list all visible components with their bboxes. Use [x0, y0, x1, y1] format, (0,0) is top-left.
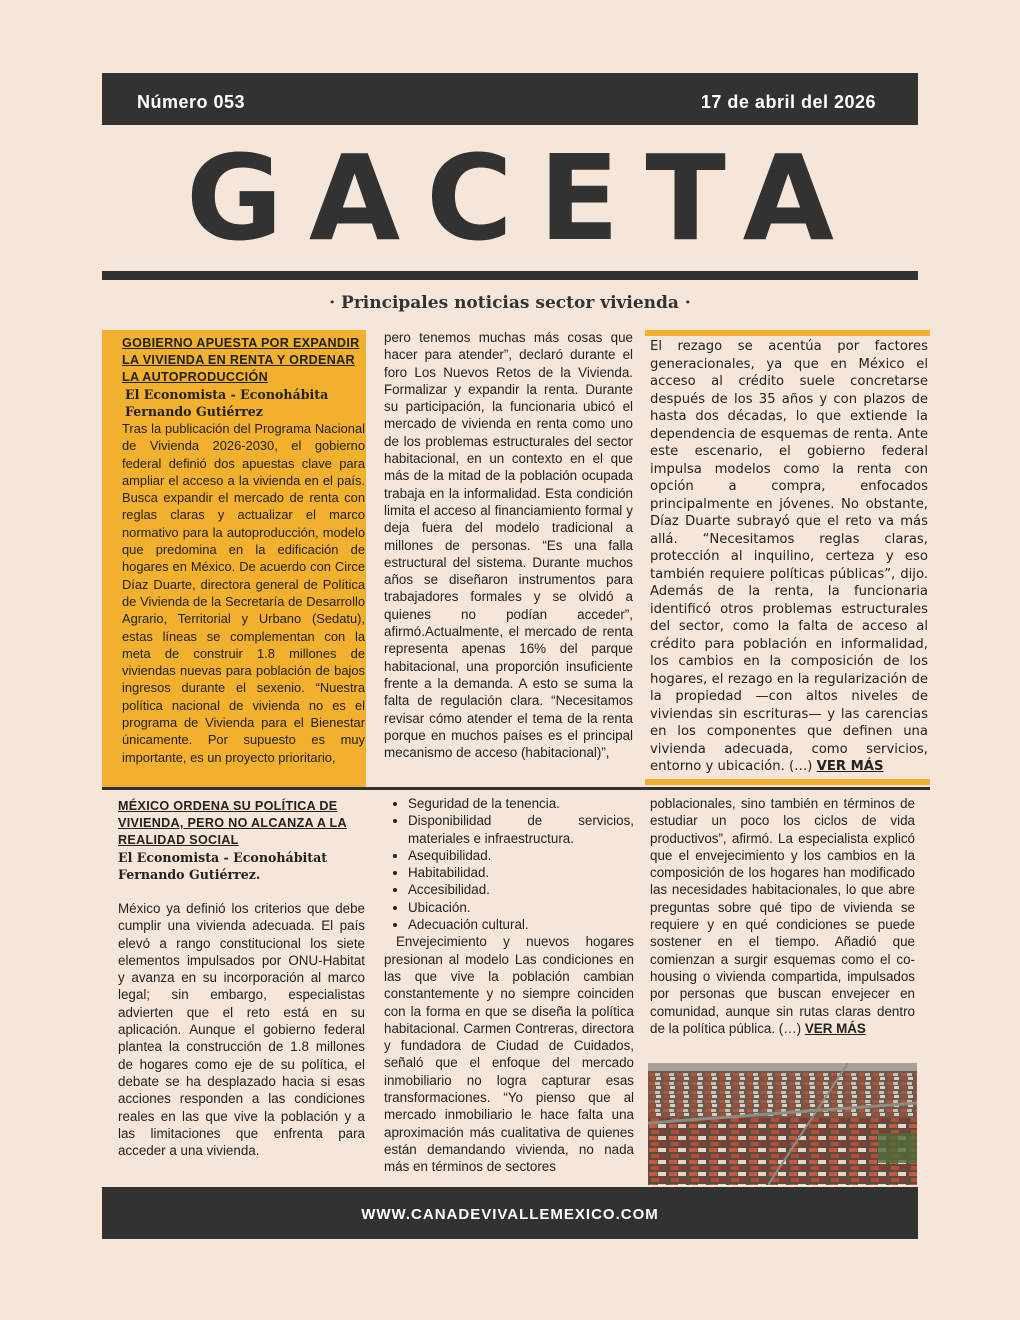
article2-body-col1: México ya definió los criterios que debe cumplir una vivienda adecuada. El país elevó a rango constitucional los siete elementos impulsados por ONU-Habitat y avanza en su incorporación al marco legal; sin embargo, especialistas advierten que el reto está en su aplicación. Aunque el gobierno federal plantea la construcción de 1.8 millones de hogares como eje de su política, el debate se ha desplazado hacia si esas acciones responden a las condiciones reales en las que vive la población y a las limitaciones que enfrenta para acceder a una vivienda.: [118, 901, 365, 1159]
article2-col1: [118, 798, 365, 1159]
article1-col3: [650, 338, 928, 776]
adequate-housing-criteria-list: [384, 795, 634, 933]
article2-headline[interactable]: MÉXICO ORDENA SU POLÍTICA DE VIVIENDA, PERO NO ALCANZA A LA REALIDAD SOCIAL: [118, 799, 347, 847]
article1-read-more-link[interactable]: VER MÁS: [816, 759, 884, 774]
article1-body-col2: pero tenemos muchas más cosas que hacer para atender”, declaró durante el foro Los Nuevos Retos de la Vivienda. Formalizar y expandir la renta. Durante su participación, la funcionaria ubicó el mercado de vivienda en renta como uno de los problemas estructurales del sector habitacional, en un contexto en el que más de la mitad de la población ocupada trabaja en la informalidad. Esta condición limita el acceso al financiamiento formal y deja fuera del modelo tradicional a millones de personas. “Es una falla estructural del sistema. Durante muchos años se diseñaron instrumentos para trabajadores formales y se olvidó a quienes no podían acceder”, afirmó.Actualmente, el mercado de renta representa apenas 16% del parque habitacional, una proporción insuficiente frente a la demanda. A esto se suma la falta de regulación clara. “Necesitamos revisar cómo atender el tema de la renta porque en muchos países es el principal mecanismo de acceso (habitacional)”,: [384, 330, 633, 761]
article1-headline[interactable]: GOBIERNO APUESTA POR EXPANDIR LA VIVIENDA EN RENTA Y ORDENAR LA AUTOPRODUCCIÓN: [122, 336, 360, 384]
article1-col3-bottom-accent: [645, 779, 930, 785]
article2-body-col3: poblacionales, sino también en términos de estudiar un poco los ciclos de vida productivos”, afirmó. La especialista explicó que el envejecimiento y los cambios en la composición de los hogares han modificado las necesidades habitacionales, lo que abre preguntas sobre qué tipo de vivienda se requiere y en qué condiciones se puede sostener en el tiempo. Añadió que comienzan a surgir esquemas como el co-housing o vivienda compartida, impulsados por personas que buscan envejecer en comunidad, aunque sin rutas claras dentro de la política pública. (…): [650, 796, 915, 1036]
list-item: • Disponibilidad de servicios, materiales e infraestructura.: [408, 812, 634, 847]
list-item: • Ubicación.: [408, 899, 634, 916]
list-item: • Adecuación cultural.: [408, 916, 634, 933]
masthead-title: GACETA: [185, 129, 861, 267]
list-item: • Asequibilidad.: [408, 847, 634, 864]
section-subtitle: · Principales noticias sector vivienda ·: [329, 293, 691, 313]
footer-bar: [102, 1187, 918, 1239]
header-bar: [102, 73, 918, 125]
article2-col2: [384, 795, 634, 1176]
masthead-rule: [102, 271, 918, 280]
article2-body-col2: Envejecimiento y nuevos hogares presionan al modelo Las condiciones en las que vive la población cambian constantemente y no siempre coinciden con la forma en que se diseña la política habitacional. Carmen Contreras, directora y fundadora de Ciudad de Cuidados, señaló que el enfoque del mercado inmobiliario no logra capturar esas transformaciones. “Yo pienso que al mercado inmobiliario le hace falta una aproximación más cualitativa de quienes están demandando vivienda, no nada más en términos de sectores: [384, 934, 634, 1175]
issue-number: Número 053: [137, 92, 246, 112]
issue-date: 17 de abril del 2026: [700, 92, 876, 112]
article-divider: [102, 787, 930, 790]
article2-read-more-link[interactable]: VER MÁS: [804, 1020, 866, 1036]
website-link[interactable]: WWW.CANADEVIVALLEMEXICO.COM: [361, 1206, 659, 1223]
list-item: • Habitabilidad.: [408, 864, 634, 881]
article2-col3: [650, 795, 915, 1037]
article1-body-col3: El rezago se acentúa por factores generacionales, ya que en México el acceso al crédito suele concretarse después de los 35 años y con plazos de hasta dos décadas, lo que extiende la dependencia de esquemas de renta. Ante este escenario, el gobierno federal impulsa modelos como la renta con opción a compra, enfocados principalmente en jóvenes. No obstante, Díaz Duarte subrayó que el reto va más allá. “Necesitamos reglas claras, protección al inquilino, certeza y eso también requiere políticas públicas”, dijo. Además de la renta, la funcionaria identificó otros problemas estructurales del sector, como la falta de acceso al crédito para población en informalidad, los cambios en la composición de los hogares, el rezago en la regularización de la propiedad —con altos niveles de viviendas sin escrituras— y las carencias en los componentes que definen una vivienda adecuada, como servicios, entorno y ubicación. (…): [650, 339, 928, 774]
article1-source: El Economista - Econohábita: [125, 387, 329, 402]
list-item: • Seguridad de la tenencia.: [408, 795, 634, 812]
article1-col1: [122, 335, 365, 766]
housing-development-photo: [648, 1063, 917, 1185]
article1-col3-top-accent: [645, 330, 930, 336]
article2-source: El Economista - Econohábitat: [118, 850, 328, 865]
list-item: • Accesibilidad.: [408, 881, 634, 898]
article2-author: Fernando Gutiérrez.: [118, 867, 261, 882]
article1-author: Fernando Gutiérrez: [125, 404, 263, 419]
article1-body-col1: Tras la publicación del Programa Nacional de Vivienda 2026-2030, el gobierno federal definió dos apuestas clave para ampliar el acceso a la vivienda en el país. Busca expandir el mercado de renta con reglas claras y actualizar el marco normativo para la autoproducción, modelo que predomina en la edificación de hogares en México. De acuerdo con Circe Díaz Duarte, directora general de Política de Vivienda de la Secretaría de Desarrollo Agrario, Territorial y Urbano (Sedatu), estas líneas se complementan con la meta de construir 1.8 millones de viviendas nuevas para población de bajos ingresos durante el sexenio. “Nuestra política nacional de vivienda no es el programa de Vivienda para el Bienestar únicamente. Por supuesto es muy importante, es un proyecto prioritario,: [122, 421, 365, 765]
article1-col2: [384, 329, 633, 784]
